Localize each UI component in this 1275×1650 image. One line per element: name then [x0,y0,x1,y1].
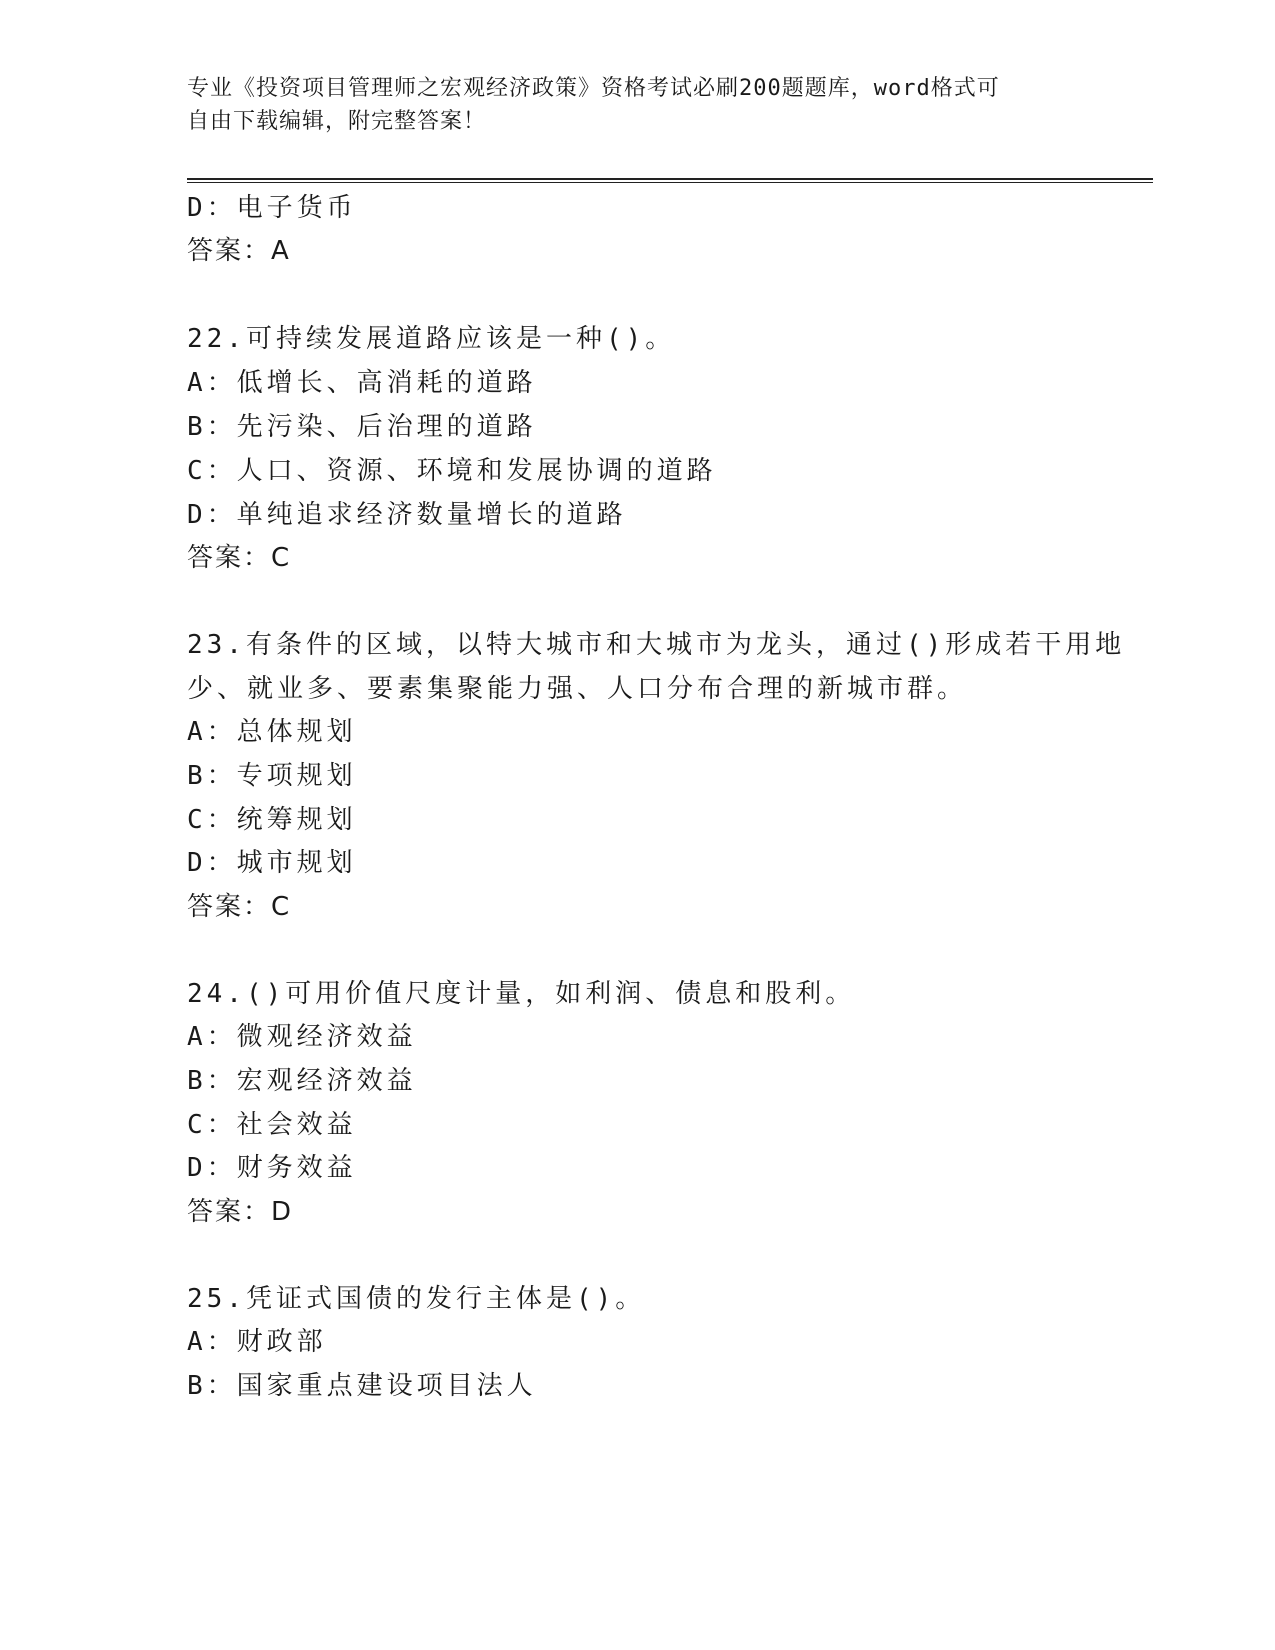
question-24-answer: 答案：D [187,1197,294,1227]
header-title-line-2: 自由下载编辑，附完整答案！ [187,109,487,134]
question-25-option-b: B：国家重点建设项目法人 [187,1371,537,1401]
question-23-option-b: B：专项规划 [187,761,357,791]
header-divider [187,178,1153,183]
prev-question-answer: 答案：A [187,236,291,266]
question-23-stem-line-1: 23.有条件的区域，以特大城市和大城市为龙头，通过()形成若干用地 [187,630,1126,660]
question-23-option-d: D：城市规划 [187,848,357,878]
question-22-option-a: A：低增长、高消耗的道路 [187,368,537,398]
question-23-answer: 答案：C [187,892,292,922]
question-22-option-b: B：先污染、后治理的道路 [187,412,537,442]
question-23-stem-line-2: 少、就业多、要素集聚能力强、人口分布合理的新城市群。 [187,674,968,704]
header-title-line-1: 专业《投资项目管理师之宏观经济政策》资格考试必刷200题题库，word格式可 [187,76,1000,101]
question-24-option-c: C：社会效益 [187,1110,357,1140]
prev-question-option-d: D：电子货币 [187,193,357,223]
question-24-option-d: D：财务效益 [187,1153,357,1183]
question-23-option-c: C：统筹规划 [187,805,357,835]
question-22-answer: 答案：C [187,543,292,573]
question-24-option-a: A：微观经济效益 [187,1022,417,1052]
question-25-stem: 25.凭证式国债的发行主体是()。 [187,1284,646,1314]
question-22-option-c: C：人口、资源、环境和发展协调的道路 [187,456,717,486]
question-24-option-b: B：宏观经济效益 [187,1066,417,1096]
question-23-option-a: A：总体规划 [187,717,357,747]
question-22-stem: 22.可持续发展道路应该是一种()。 [187,324,676,354]
question-22-option-d: D：单纯追求经济数量增长的道路 [187,500,627,530]
question-24-stem: 24.()可用价值尺度计量，如利润、债息和股利。 [187,979,856,1009]
document-header [187,72,1067,138]
question-25-option-a: A：财政部 [187,1327,327,1357]
